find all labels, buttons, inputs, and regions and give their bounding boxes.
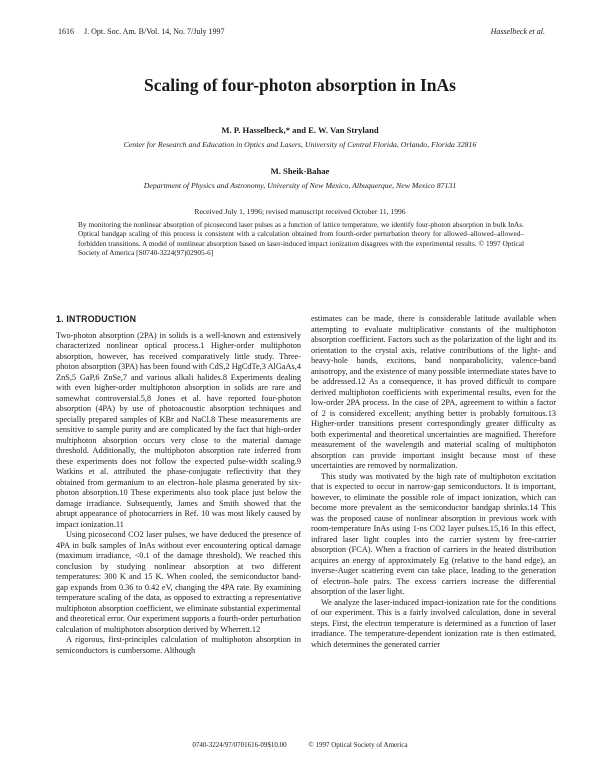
article-code: 0740-3224/97/0701616-09$10.00 <box>192 741 287 749</box>
paragraph: We analyze the laser-induced impact-ionization rate for the conditions of our experiment. This is a fairly involved calculation, done in several steps. First, the electron temperature is determined as a function of laser irradiance. The temperature-dependent ionization rate is then estimated, which determines the generated carrier <box>311 597 556 649</box>
paper-title: Scaling of four-photon absorption in InAs <box>144 75 456 95</box>
paragraph: estimates can be made, there is considerable latitude available when attempting to evaluate multiplicative constants of the multiphoton absorption coefficient. Factors such as the polarization of the light and its orientation to the crystal axis, relative contributions of the light- and heavy-hole bands, excitons, band nonparabolicity, valence-band anisotropy, and the existence of many possible intermediate states have to be addressed.12 As a consequence, it has proved difficult to compare derived multiphoton coefficients with experimental results, even for the low-order 2PA process. In the case of 2PA, agreement to within a factor of 2 is considered excellent; anything better is probably fortuitous.13 Higher-order transitions present correspondingly greater difficulty as both experimental and theoretical uncertainties are magnified. Therefore measurement of the wavelength and material scaling of multiphoton absorption can provide important insight because most of these uncertainties are removed by normalization. <box>311 314 556 470</box>
paragraph: Two-photon absorption (2PA) in solids is a well-known and extensively characterized nonlinear optical process.1 Higher-order multiphoton absorption, however, has received comparatively little study. Three-photon absorption (3PA) has been found with CdS,2 HgCdTe,3 AlGaAs,4 ZnS,5 GaP,6 ZnSe,7 and various alkali halides.8 Experiments dealing with even higher-order multiphoton absorption in solids are rare and somewhat controversial.5,8 Jones et al. have reported four-photon absorption (4PA) by use of photoacoustic absorption techniques and specially prepared samples of KBr and NaCl.8 These measurements are sensitive to sample purity and are complicated by the fact that high-order multiphoton absorption occurs very close to the material damage threshold. Additionally, the multiphoton absorption rate inferred from these experiments does not follow the expected pulse-width scaling.9 Watkins et al. attributed the phase-conjugate reflectivity that they obtained from germanium to an electron–hole plasma generated by six-photon absorption.10 These experiments also took place just below the damage irradiance. Subsequently, James and Smith showed that the abrupt appearance of photocarriers in Ref. 10 was most likely caused by impact ionization.11 <box>56 330 301 529</box>
running-header-left <box>58 27 225 36</box>
affiliation-2: Department of Physics and Astronomy, University of New Mexico, Albuquerque, New Mexico 87131 <box>143 181 457 190</box>
abstract: By monitoring the nonlinear absorption of picosecond laser pulses as a function of lattice temperature, we identify four-photon absorption in bulk InAs. Optical bandgap scaling of this process is consistent with a calculation obtained from fourth-order perturbation theory for allowed–allowed–allowed–forbidden transitions. A model of nonlinear absorption based on laser-induced impact ionization disagrees with the experimental results. © 1997 Optical Society of America [S0740-3224(97)02905-6] <box>78 220 524 257</box>
received-dates: Received July 1, 1996; revised manuscript received October 11, 1996 <box>194 207 406 216</box>
authors-line-1: M. P. Hasselbeck,* and E. W. Van Stryland <box>221 125 379 135</box>
paragraph: A rigorous, first-principles calculation of multiphoton absorption in semiconductors is cumbersome. Although <box>56 635 301 655</box>
left-column <box>56 314 301 656</box>
running-header-right <box>491 27 545 36</box>
paragraph: Using picosecond CO2 laser pulses, we have deduced the presence of 4PA in bulk samples of InAs without ever encountering optical damage (maximum irradiance, <0.1 of the damage threshold). We reached this conclusion by studying nonlinear absorption at two different temperatures: 300 K and 15 K. When cooled, the semiconductor band-gap expands from 0.36 to 0.42 eV, changing the 4PA rate. By examining temperature scaling of the data, as opposed to extracting a representative multiphoton absorption coefficient, we eliminate substantial experimental and theoretical error. Our experiment supports a fourth-order perturbation calculation of multiphoton absorption derived by Wherrett.12 <box>56 530 301 634</box>
paragraph: This study was motivated by the high rate of multiphoton excitation that is expected to occur in narrow-gap semiconductors. It is important, however, to eliminate the possible role of impact ionization, which can become more prevalent as the semiconductor bandgap shrinks.14 This was the proposed cause of nonlinear absorption in previous work with room-temperature InAs using 1-ns CO2 layer pulses.15,16 In this effect, infrared laser light couples into the carrier system by free-carrier absorption (FCA). When a fraction of carriers in the heated distribution acquires an energy of approximately Eg (relative to the band edge), an inverse-Auger scattering event can take place, leading to the generation of electron–hole pairs. The excess carriers increase the differential absorption of the laser light. <box>311 471 556 596</box>
authors-line-2: M. Sheik-Bahae <box>270 166 330 176</box>
page-footer <box>0 741 600 749</box>
section-heading: 1. INTRODUCTION <box>56 314 137 324</box>
affiliation-1: Center for Research and Education in Optics and Lasers, University of Central Florida, Orlando, Florida 32816 <box>123 140 477 149</box>
copyright: © 1997 Optical Society of America <box>308 741 408 749</box>
right-column <box>311 314 556 650</box>
running-author: Hasselbeck et al. <box>490 27 545 36</box>
journal-citation: J. Opt. Soc. Am. B/Vol. 14, No. 7/July 1997 <box>84 27 225 36</box>
page-number: 1616 <box>58 27 74 36</box>
